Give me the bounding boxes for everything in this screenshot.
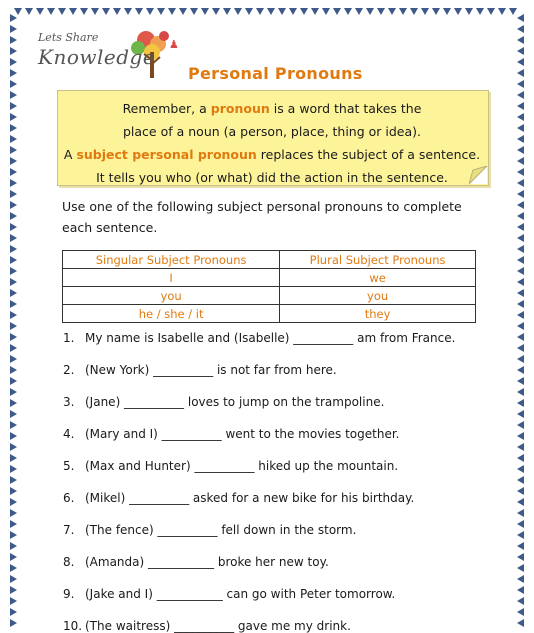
exercise-item — [63, 395, 384, 409]
note-line-2: place of a noun (a person, place, thing or idea). — [122, 124, 422, 139]
exercise-number: 2. — [63, 363, 75, 377]
exercise-item — [63, 555, 329, 569]
exercise-number: 8. — [63, 555, 75, 569]
definition-text — [57, 97, 487, 189]
note-text: replaces the subject of a sentence. — [256, 147, 481, 162]
instructions: Use one of the following subject personal pronouns to complete each sentence. — [62, 199, 462, 235]
exercise-text: (The fence) __________ fell down in the storm. — [85, 523, 357, 537]
highlight-pronoun: pronoun — [210, 101, 270, 116]
exercise-item — [63, 491, 414, 505]
header-plural: Plural Subject Pronouns — [280, 251, 476, 269]
note-line-4: It tells you who (or what) did the action in the sentence. — [96, 170, 448, 185]
exercise-number: 4. — [63, 427, 75, 441]
svg-text:♟: ♟ — [169, 38, 179, 51]
table-cell: you — [63, 287, 280, 305]
exercise-text: (Mikel) __________ asked for a new bike for his birthday. — [85, 491, 415, 505]
exercise-item — [63, 523, 356, 537]
pronoun-table — [62, 250, 476, 323]
exercise-number: 1. — [63, 331, 75, 345]
table-cell: we — [280, 269, 476, 287]
highlight-subject-personal-pronoun: subject personal pronoun — [76, 147, 257, 162]
exercise-text: (Jake and I) ___________ can go with Peter tomorrow. — [85, 587, 396, 601]
note-text: A — [63, 147, 77, 162]
table-row — [63, 269, 476, 287]
note-text: is a word that takes the — [269, 101, 422, 116]
exercise-item — [63, 363, 337, 377]
exercise-item — [63, 331, 455, 345]
table-cell: you — [280, 287, 476, 305]
table-header-row — [63, 251, 476, 269]
exercise-number: 10. — [63, 619, 83, 633]
exercise-text: (Max and Hunter) __________ hiked up the mountain. — [85, 459, 399, 473]
exercise-item — [63, 459, 398, 473]
exercise-number: 5. — [63, 459, 75, 473]
exercise-item — [63, 587, 395, 601]
page-title: Personal Pronouns — [188, 64, 363, 83]
exercise-number: 3. — [63, 395, 75, 409]
exercise-number: 9. — [63, 587, 75, 601]
table-cell: he / she / it — [63, 305, 280, 323]
exercise-item — [63, 619, 351, 633]
exercise-text: (Amanda) ___________ broke her new toy. — [85, 555, 329, 569]
exercise-number: 7. — [63, 523, 75, 537]
exercise-text: (New York) __________ is not far from here. — [85, 363, 337, 377]
note-line-3 — [57, 143, 487, 166]
exercise-number: 6. — [63, 491, 75, 505]
exercise-text: My name is Isabelle and (Isabelle) __________ am from France. — [85, 331, 456, 345]
logo-tagline: Lets Share — [38, 31, 99, 44]
exercise-item — [63, 427, 399, 441]
exercise-text: (Jane) __________ loves to jump on the trampoline. — [85, 395, 385, 409]
exercise-text: (The waitress) __________ gave me my drink. — [85, 619, 351, 633]
header-singular: Singular Subject Pronouns — [63, 251, 280, 269]
table-row — [63, 287, 476, 305]
table-row — [63, 305, 476, 323]
logo-wordmark: Knowledge — [38, 45, 156, 69]
table-cell: they — [280, 305, 476, 323]
note-line-1 — [57, 97, 487, 120]
table-cell: I — [63, 269, 280, 287]
note-text: Remember, a — [122, 101, 211, 116]
exercise-text: (Mary and I) __________ went to the movies together. — [85, 427, 400, 441]
